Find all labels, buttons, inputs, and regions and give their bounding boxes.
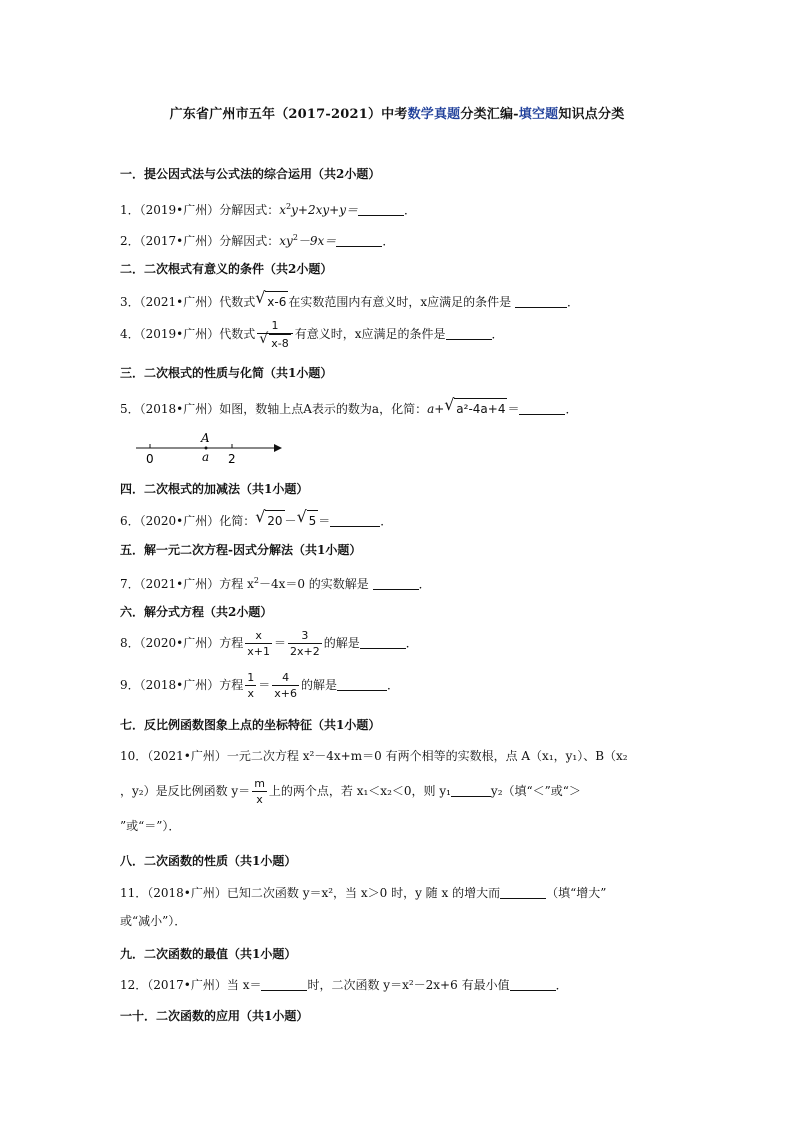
answer-blank[interactable] <box>373 577 419 590</box>
section-heading: 九．二次函数的最值（共1小题） <box>120 947 297 961</box>
fraction: 1 √ x-8 <box>257 318 292 351</box>
question-10-line-2: ，y₂）是反比例函数 y＝ $\frac{m}{x}$ 上的两个点，若 x₁＜x₂＜0，则 y₁ y₂（填“＜”或“＞ <box>120 777 581 806</box>
tick-label-0: 0 <box>146 452 154 466</box>
section-heading: 六．解分式方程（共2小题） <box>120 605 273 619</box>
section-heading: 一十．二次函数的应用（共1小题） <box>120 1009 309 1023</box>
section-heading: 四．二次根式的加减法（共1小题） <box>120 482 309 496</box>
point-value-label: a <box>202 450 210 464</box>
answer-blank[interactable] <box>519 402 565 415</box>
answer-blank[interactable] <box>451 784 491 797</box>
section-heading: 三．二次根式的性质与化简（共1小题） <box>120 366 333 380</box>
answer-blank[interactable] <box>510 978 556 991</box>
answer-blank[interactable] <box>360 636 406 649</box>
section-heading: 八．二次函数的性质（共1小题） <box>120 854 297 868</box>
answer-blank[interactable] <box>261 978 307 991</box>
section-heading: 一．提公因式法与公式法的综合运用（共2小题） <box>120 167 381 181</box>
question-11-line-2: 或“减小”）． <box>120 914 187 928</box>
section-heading: 七．反比例函数图象上点的坐标特征（共1小题） <box>120 718 381 732</box>
page-title: 广东省广州市五年（2017-2021）中考数学真题分类汇编-填空题知识点分类 <box>169 107 625 122</box>
point-label: A <box>201 431 210 445</box>
tick-label-2: 2 <box>228 452 236 466</box>
question-12: 12．（2017•广州）当 x＝ 时，二次函数 y＝x²－2x+6 有最小值 ． <box>120 978 568 992</box>
answer-blank[interactable] <box>500 886 546 899</box>
answer-blank[interactable] <box>336 234 382 247</box>
question-8: 8．（2020•广州）方程 $\frac{x}{x+1}$ ＝ $\frac{3}{2x+2}$ 的解是 ． <box>120 629 418 658</box>
question-10-line-1: 10．（2021•广州）一元二次方程 x²－4x+m＝0 有两个相等的实数根，点 A（x₁，y₁）、B（x₂ <box>120 749 628 763</box>
sqrt-expression: √ a²-4a+4 <box>444 395 506 416</box>
answer-blank[interactable] <box>330 514 380 527</box>
section-heading: 二．二次根式有意义的条件（共2小题） <box>120 262 333 276</box>
question-3: 3．（2021•广州）代数式 √ x-6 在实数范围内有意义时，x应满足的条件是 ． <box>120 288 579 309</box>
number-line-figure <box>136 430 286 470</box>
answer-blank[interactable] <box>337 678 387 691</box>
question-5: 5．（2018•广州）如图，数轴上点A表示的数为a，化简：a+ √ a²-4a+4 ＝ ． <box>120 395 578 416</box>
answer-blank[interactable] <box>446 327 492 340</box>
question-7: 7．（2021•广州）方程 $x^2-4x=0$ 的实数解是 ． <box>120 576 431 591</box>
section-heading: 五．解一元二次方程-因式分解法（共1小题） <box>120 543 362 557</box>
question-9: 9．（2018•广州）方程 $\frac{1}{x}$ ＝ $\frac{4}{x+6}$ 的解是 ． <box>120 671 400 700</box>
question-6: 6．（2020•广州）化简： √ 20 － √ 5 ＝ ． <box>120 507 393 528</box>
question-4: 4．（2019•广州）代数式 1 √ x-8 有意义时，x应满足的条件是 ． <box>120 319 504 350</box>
answer-blank[interactable] <box>515 295 567 308</box>
axis-arrow <box>274 444 282 452</box>
sqrt-expression: √ x-6 <box>255 288 287 309</box>
question-2: 2．（2017•广州）分解因式：$xy^2-9x=$ ． <box>120 233 395 248</box>
question-10-line-3: ”或“＝”）． <box>120 819 181 833</box>
question-11-line-1: 11．（2018•广州）已知二次函数 y＝x²，当 x＞0 时，y 随 x 的增大而 （填“增大” <box>120 886 607 900</box>
answer-blank[interactable] <box>358 203 404 216</box>
question-1: 1．（2019•广州）分解因式：$x^2y+2xy+y=$ ． <box>120 202 417 217</box>
